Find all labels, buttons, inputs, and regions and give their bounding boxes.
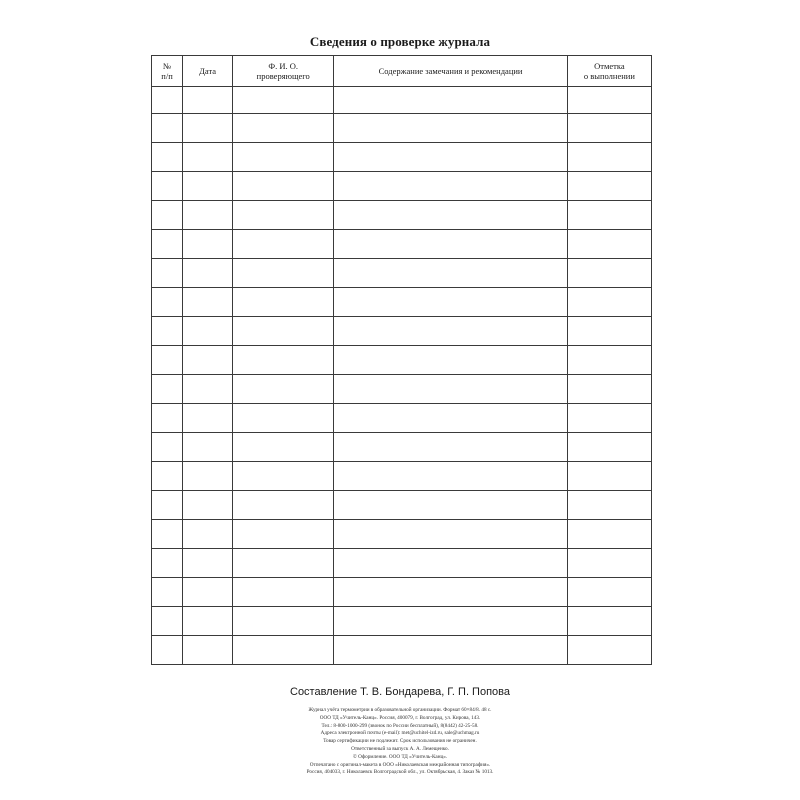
table-row — [152, 288, 652, 317]
cell-date[interactable] — [183, 607, 233, 636]
cell-date[interactable] — [183, 520, 233, 549]
cell-completion-mark[interactable] — [567, 578, 651, 607]
cell-completion-mark[interactable] — [567, 607, 651, 636]
table-row — [152, 346, 652, 375]
cell-completion-mark[interactable] — [567, 433, 651, 462]
cell-remarks[interactable] — [334, 259, 567, 288]
header-number — [152, 56, 183, 87]
cell-number[interactable] — [152, 87, 183, 114]
cell-completion-mark[interactable] — [567, 87, 651, 114]
cell-date[interactable] — [183, 375, 233, 404]
cell-date[interactable] — [183, 259, 233, 288]
table-row — [152, 172, 652, 201]
cell-completion-mark[interactable] — [567, 259, 651, 288]
cell-remarks[interactable] — [334, 201, 567, 230]
cell-number[interactable] — [152, 346, 183, 375]
cell-number[interactable] — [152, 578, 183, 607]
cell-date[interactable] — [183, 172, 233, 201]
cell-number[interactable] — [152, 172, 183, 201]
cell-inspector-name[interactable] — [233, 404, 334, 433]
header-remarks-label: Содержание замечания и рекомендации — [378, 66, 523, 76]
header-number-line1: № — [162, 61, 172, 71]
header-completion-mark — [567, 56, 651, 87]
cell-remarks[interactable] — [334, 375, 567, 404]
cell-inspector-name[interactable] — [233, 201, 334, 230]
table-body — [152, 87, 652, 665]
cell-remarks[interactable] — [334, 87, 567, 114]
cell-completion-mark[interactable] — [567, 346, 651, 375]
cell-inspector-name[interactable] — [233, 87, 334, 114]
cell-date[interactable] — [183, 201, 233, 230]
cell-remarks[interactable] — [334, 172, 567, 201]
table-header-row — [152, 56, 652, 87]
cell-completion-mark[interactable] — [567, 549, 651, 578]
header-inspector-line1: Ф. И. О. — [268, 61, 299, 71]
cell-date[interactable] — [183, 462, 233, 491]
imprint-line: Отпечатано с оригинал-макета в ООО «Николаевская межрайонная типография». — [309, 761, 491, 768]
table-row — [152, 462, 652, 491]
cell-remarks[interactable] — [334, 607, 567, 636]
table-row — [152, 520, 652, 549]
cell-number[interactable] — [152, 259, 183, 288]
imprint-line: Товар сертификации не подлежит. Срок использования не ограничен. — [323, 738, 477, 745]
cell-inspector-name[interactable] — [233, 491, 334, 520]
table-row — [152, 114, 652, 143]
cell-inspector-name[interactable] — [233, 607, 334, 636]
cell-completion-mark[interactable] — [567, 288, 651, 317]
table-row — [152, 375, 652, 404]
cell-inspector-name[interactable] — [233, 433, 334, 462]
imprint-line: ООО ТД «Учитель-Канц». Россия, 400079, г. Волгоград, ул. Кирова, 143. — [319, 714, 481, 721]
cell-inspector-name[interactable] — [233, 549, 334, 578]
cell-number[interactable] — [152, 230, 183, 259]
table-row — [152, 491, 652, 520]
table-row — [152, 143, 652, 172]
header-completion-line1: Отметка — [594, 61, 625, 71]
table-row — [152, 636, 652, 665]
cell-completion-mark[interactable] — [567, 143, 651, 172]
imprint-line: Ответственный за выпуск А. А. Лемещенко. — [351, 745, 449, 752]
cell-number[interactable] — [152, 375, 183, 404]
table-row — [152, 230, 652, 259]
table-row — [152, 201, 652, 230]
cell-remarks[interactable] — [334, 462, 567, 491]
cell-inspector-name[interactable] — [233, 375, 334, 404]
cell-inspector-name[interactable] — [233, 346, 334, 375]
table-row — [152, 404, 652, 433]
header-date-label: Дата — [199, 66, 217, 76]
cell-remarks[interactable] — [334, 520, 567, 549]
cell-date[interactable] — [183, 143, 233, 172]
cell-remarks[interactable] — [334, 114, 567, 143]
cell-date[interactable] — [183, 491, 233, 520]
table-row — [152, 549, 652, 578]
cell-remarks[interactable] — [334, 578, 567, 607]
cell-date[interactable] — [183, 578, 233, 607]
cell-number[interactable] — [152, 433, 183, 462]
cell-date[interactable] — [183, 549, 233, 578]
cell-date[interactable] — [183, 346, 233, 375]
imprint-line: Журнал учёта термометрии в образовательной организации. Формат 60×84/8. 48 с. — [308, 707, 492, 713]
cell-completion-mark[interactable] — [567, 317, 651, 346]
cell-remarks[interactable] — [334, 143, 567, 172]
cell-number[interactable] — [152, 636, 183, 665]
table-row — [152, 578, 652, 607]
table-row — [152, 259, 652, 288]
cell-number[interactable] — [152, 491, 183, 520]
table-row — [152, 317, 652, 346]
cell-date[interactable] — [183, 288, 233, 317]
journal-check-table — [151, 55, 652, 665]
header-date — [183, 56, 233, 87]
cell-inspector-name[interactable] — [233, 636, 334, 665]
header-inspector-name — [233, 56, 334, 87]
imprint-line: Россия, 404033, г. Николаевск Волгоградской обл., ул. Октябрьская, 4. Заказ № 1013. — [306, 769, 494, 776]
cell-remarks[interactable] — [334, 317, 567, 346]
cell-inspector-name[interactable] — [233, 230, 334, 259]
cell-remarks[interactable] — [334, 230, 567, 259]
cell-remarks[interactable] — [334, 491, 567, 520]
cell-number[interactable] — [152, 143, 183, 172]
cell-completion-mark[interactable] — [567, 375, 651, 404]
cell-number[interactable] — [152, 520, 183, 549]
cell-remarks[interactable] — [334, 346, 567, 375]
cell-completion-mark[interactable] — [567, 172, 651, 201]
cell-date[interactable] — [183, 636, 233, 665]
cell-completion-mark[interactable] — [567, 230, 651, 259]
header-remarks — [334, 56, 567, 87]
cell-completion-mark[interactable] — [567, 636, 651, 665]
cell-date[interactable] — [183, 87, 233, 114]
cell-inspector-name[interactable] — [233, 520, 334, 549]
cell-number[interactable] — [152, 201, 183, 230]
cell-date[interactable] — [183, 404, 233, 433]
cell-date[interactable] — [183, 317, 233, 346]
table-row — [152, 87, 652, 114]
cell-completion-mark[interactable] — [567, 462, 651, 491]
cell-number[interactable] — [152, 114, 183, 143]
cell-completion-mark[interactable] — [567, 491, 651, 520]
authors-line: Составление Т. В. Бондарева, Г. П. Попова — [290, 686, 510, 698]
cell-date[interactable] — [183, 230, 233, 259]
cell-completion-mark[interactable] — [567, 404, 651, 433]
cell-remarks[interactable] — [334, 636, 567, 665]
cell-date[interactable] — [183, 433, 233, 462]
table-row — [152, 433, 652, 462]
cell-remarks[interactable] — [334, 288, 567, 317]
cell-completion-mark[interactable] — [567, 114, 651, 143]
cell-number[interactable] — [152, 317, 183, 346]
cell-date[interactable] — [183, 114, 233, 143]
cell-inspector-name[interactable] — [233, 143, 334, 172]
table-row — [152, 607, 652, 636]
cell-inspector-name[interactable] — [233, 317, 334, 346]
header-completion-line2: о выполнении — [583, 71, 635, 81]
cell-inspector-name[interactable] — [233, 172, 334, 201]
imprint-block — [240, 707, 560, 777]
cell-number[interactable] — [152, 549, 183, 578]
cell-inspector-name[interactable] — [233, 259, 334, 288]
cell-remarks[interactable] — [334, 433, 567, 462]
cell-number[interactable] — [152, 462, 183, 491]
cell-completion-mark[interactable] — [567, 201, 651, 230]
imprint-line: Тел.: 8-800-1000-299 (звонок по России бесплатный), 8(8442) 42-25-58. — [321, 722, 479, 729]
imprint-line: Адреса электронной почты (e-mail): met@uchitel-izd.ru, sale@uchmag.ru — [320, 730, 480, 737]
cell-inspector-name[interactable] — [233, 114, 334, 143]
cell-inspector-name[interactable] — [233, 578, 334, 607]
cell-inspector-name[interactable] — [233, 288, 334, 317]
cell-number[interactable] — [152, 607, 183, 636]
page-title: Сведения о проверке журнала — [309, 34, 491, 49]
cell-remarks[interactable] — [334, 549, 567, 578]
cell-remarks[interactable] — [334, 404, 567, 433]
header-inspector-line2: проверяющего — [256, 71, 310, 81]
header-number-line2: п/п — [161, 71, 173, 81]
cell-inspector-name[interactable] — [233, 462, 334, 491]
cell-completion-mark[interactable] — [567, 520, 651, 549]
imprint-line: © Оформление. ООО ТД «Учитель-Канц». — [352, 753, 448, 760]
cell-number[interactable] — [152, 288, 183, 317]
cell-number[interactable] — [152, 404, 183, 433]
